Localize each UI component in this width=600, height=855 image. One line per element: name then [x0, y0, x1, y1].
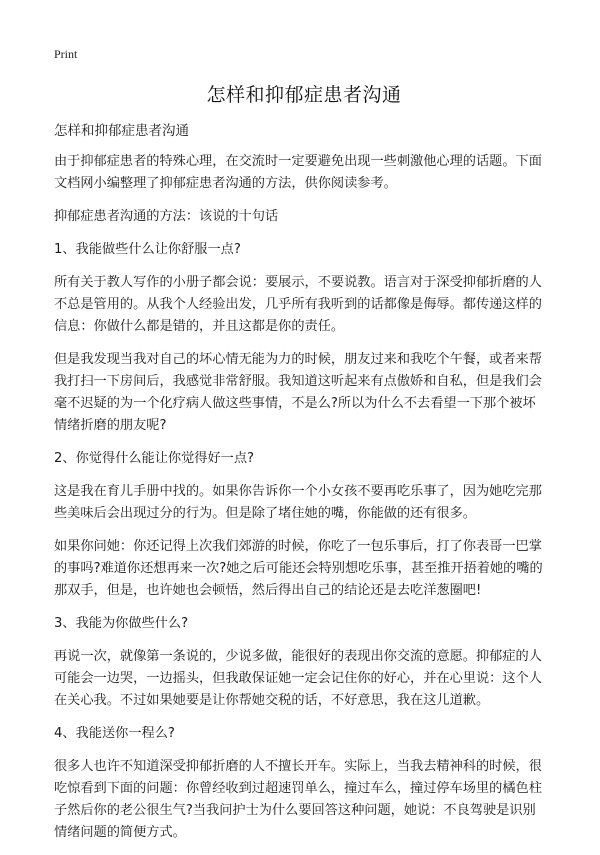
- paragraph: 再说一次，就像第一条说的，少说多做，能很好的表现出你交流的意愿。抑郁症的人可能会一边哭，一边摇头，但我敢保证她一定会记住你的好心，并在心里说：这个人在关心我。不过如果她要是让你帮她交税的话，不好意思，我在这儿道歉。: [54, 649, 542, 708]
- item-heading-3: 3、我能为你做些什么?: [54, 616, 189, 631]
- document-title: 怎样和抑郁症患者沟通: [206, 84, 402, 106]
- document-body: [54, 120, 548, 855]
- paragraph: 很多人也许不知道深受抑郁折磨的人不擅长开车。实际上，当我去精神科的时候，很吃惊看到下面的问题：你曾经收到过超速罚单么，撞过车么，撞过停车场里的橘色柱子然后你的老公很生气?当我问护士为什么要回答这种问题，她说：不良驾驶是识别情绪问题的简便方式。: [54, 759, 542, 840]
- paragraph: 所有关于教人写作的小册子都会说：要展示，不要说教。语言对于深受抑郁折磨的人不总是管用的。从我个人经验出发，几乎所有我听到的话都像是侮辱。都传递这样的信息：你做什么都是错的，并且这都是你的责任。: [54, 275, 542, 334]
- paragraph: 如果你问她：你还记得上次我们郊游的时候，你吃了一包乐事后，打了你表哥一巴掌的事吗?难道你还想再来一次?她之后可能还会特别想吃乐事，甚至推开捂着她的嘴的那双手，但是，也许她也会顿悟，然后得出自己的结论还是去吃洋葱圈吧!: [54, 539, 543, 598]
- print-label[interactable]: Print: [54, 47, 78, 61]
- paragraph: 但是我发现当我对自己的坏心情无能为力的时候，朋友过来和我吃个午餐，或者来帮我打扫一下房间后，我感觉非常舒服。我知道这听起来有点傲娇和自私，但是我们会毫不迟疑的为一个化疗病人做这些事情，不是么?所以为什么不去看望一下那个被坏情绪折磨的朋友呢?: [54, 352, 542, 433]
- document-subtitle: 怎样和抑郁症患者沟通: [54, 123, 189, 139]
- section-heading: 抑郁症患者沟通的方法：该说的十句话: [54, 209, 279, 224]
- item-heading-4: 4、我能送你一程么?: [54, 726, 175, 741]
- item-heading-1: 1、我能做些什么让你舒服一点?: [54, 242, 241, 257]
- item-heading-2: 2、你觉得什么能让你觉得好一点?: [54, 451, 255, 466]
- paragraph: 这是我在育儿手册中找的。如果你告诉你一个小女孩不要再吃乐事了，因为她吃完那些美味后会出现过分的行为。但是除了堵住她的嘴，你能做的还有很多。: [54, 484, 542, 521]
- intro-paragraph: 由于抑郁症患者的特殊心理，在交流时一定要避免出现一些刺激他心理的话题。下面文档网小编整理了抑郁症患者沟通的方法，供你阅读参考。: [54, 154, 542, 191]
